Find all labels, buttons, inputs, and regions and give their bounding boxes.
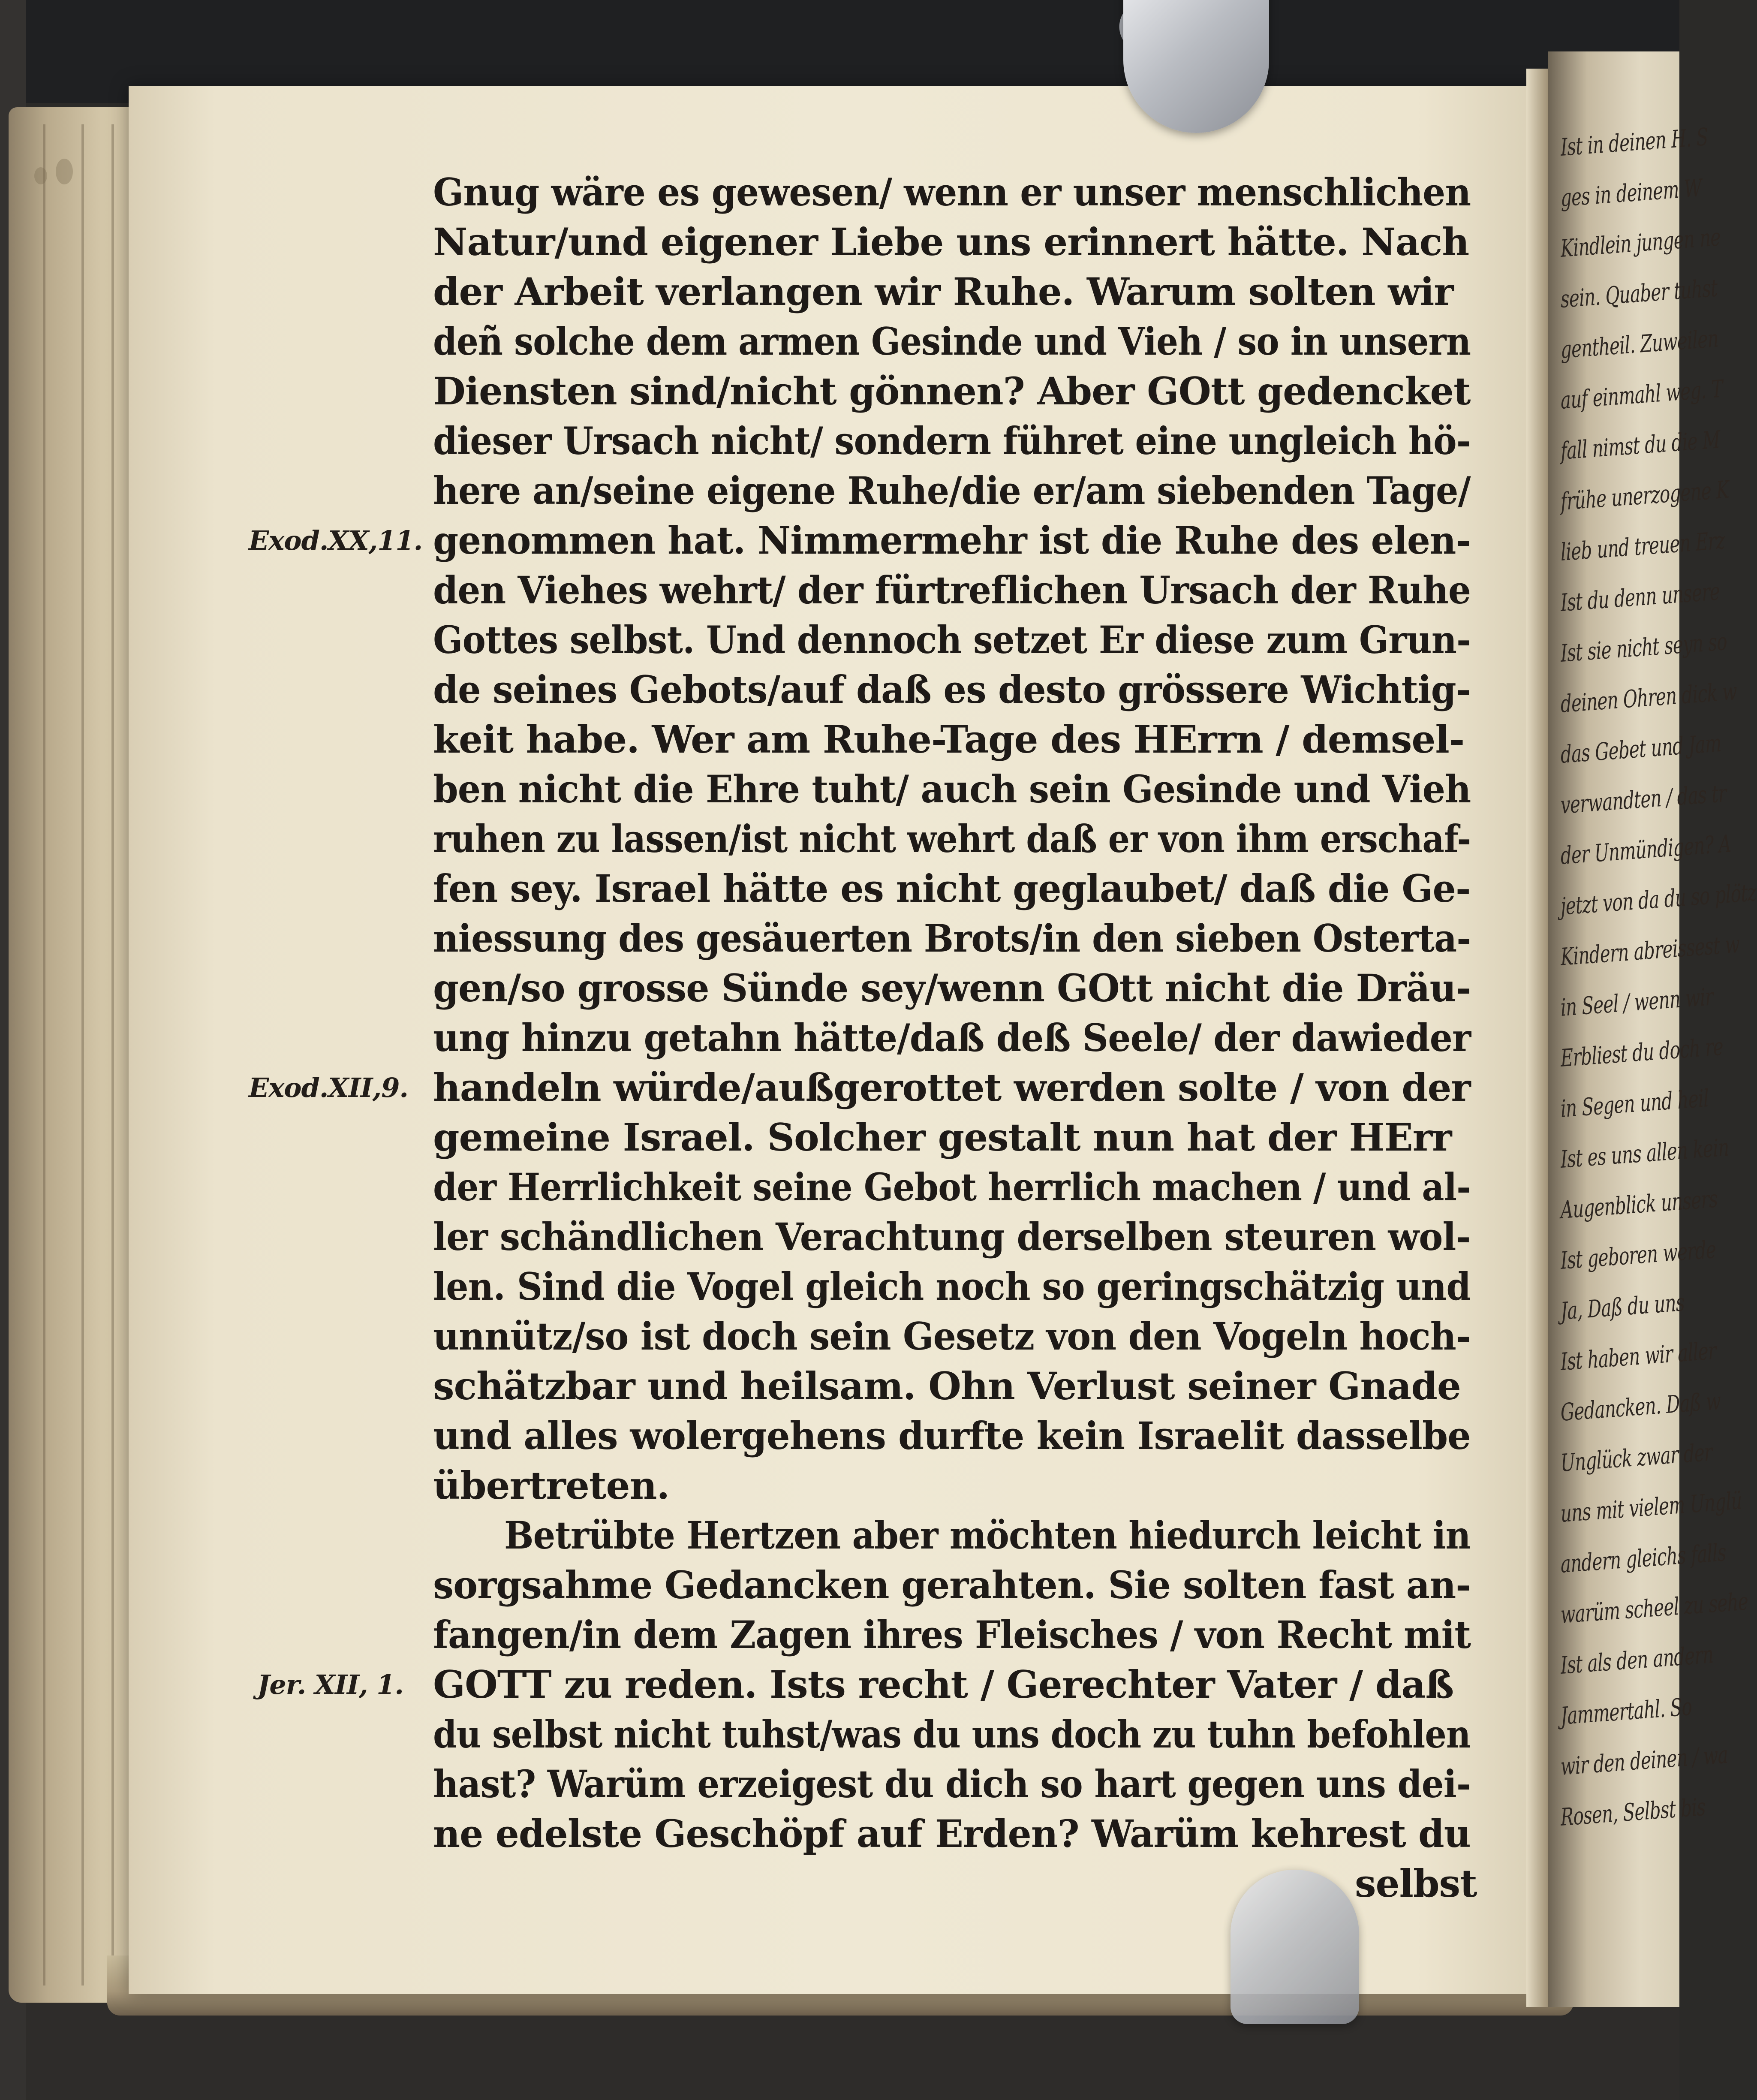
text-line: ben nicht die Ehre tuht/ auch sein Gesinde und Vieh: [433, 767, 1471, 811]
facing-page-line: Ist geboren werde: [1560, 1235, 1717, 1275]
text-line: sorgsahme Gedancken gerahten. Sie solten fast an-: [433, 1563, 1471, 1607]
text-line: unnütz/so ist doch sein Gesetz von den Vogeln hoch-: [433, 1314, 1471, 1359]
facing-page-line: jetzt von da du so plötz: [1560, 878, 1757, 921]
stain: [56, 159, 73, 184]
facing-page-line: Jammertahl. So: [1560, 1693, 1693, 1730]
facing-page-line: auf einmahl weg. T: [1560, 375, 1723, 415]
text-line: der Arbeit verlangen wir Ruhe. Warum solten wir: [433, 269, 1453, 314]
text-line: und alles wolergehens durfte kein Israelit dasselbe: [433, 1413, 1471, 1458]
text-line: de seines Gebots/auf daß es desto grössere Wichtig-: [433, 667, 1471, 712]
margin-note: Jer. XII, 1.: [257, 1669, 403, 1700]
book-clip-bottom: [1231, 1870, 1359, 2024]
text-line: hast? Warüm erzeigest du dich so hart gegen uns dei-: [433, 1762, 1471, 1806]
text-line: niessung des gesäuerten Brots/in den sieben Osterta-: [433, 916, 1471, 961]
facing-page-line: frühe unerzogene K: [1560, 476, 1730, 516]
text-line: gemeine Israel. Solcher gestalt nun hat der HErr: [433, 1115, 1452, 1160]
facing-page-line: Ist als den andern: [1560, 1641, 1714, 1680]
text-line: Gnug wäre es gewesen/ wenn er unser menschlichen: [433, 170, 1471, 214]
text-line: deñ solche dem armen Gesinde und Vieh / so in unsern: [433, 319, 1471, 364]
facing-page-line: Rosen, Selbst bis: [1560, 1793, 1706, 1832]
facing-page-line: Ist in deinen H. S: [1560, 123, 1709, 162]
text-line: keit habe. Wer am Ruhe-Tage des HErrn / demsel-: [433, 717, 1465, 762]
facing-page-line: uns mit vielem Unglü: [1560, 1487, 1742, 1528]
facing-page-line: wir den deinen / wa: [1560, 1741, 1729, 1781]
text-line: ler schändlichen Verachtung derselben steuren wol-: [433, 1214, 1471, 1259]
text-line: gen/so grosse Sünde sey/wenn GOtt nicht die Dräu-: [433, 966, 1471, 1010]
text-line: du selbst nicht tuhst/was du uns doch zu tuhn befohlen: [433, 1712, 1471, 1757]
text-line: Gottes selbst. Und dennoch setzet Er diese zum Grun-: [433, 618, 1471, 662]
facing-page-line: Augenblick unsers: [1560, 1185, 1718, 1224]
text-line: dieser Ursach nicht/ sondern führet eine ungleich hö-: [433, 419, 1471, 463]
facing-page-line: Ist sie nicht seyn so: [1560, 627, 1727, 668]
facing-page-line: lieb und treuen Erz: [1560, 527, 1725, 566]
text-line: der Herrlichkeit seine Gebot herrlich machen / und al-: [433, 1165, 1471, 1209]
text-line: schätzbar und heilsam. Ohn Verlust seiner Gnade: [433, 1364, 1461, 1408]
text-line: handeln würde/außgerottet werden solte / von der: [433, 1065, 1471, 1110]
page-edge: [81, 124, 84, 1986]
text-line: len. Sind die Vogel gleich noch so geringschätzig und: [433, 1264, 1471, 1309]
facing-page-line: in Seel / wenn wir: [1560, 983, 1714, 1022]
facing-page-line: fall nimst du die M: [1560, 426, 1721, 465]
facing-page-line: Ist du denn unsere: [1560, 578, 1721, 617]
text-line: Betrübte Hertzen aber möchten hiedurch leicht in: [504, 1513, 1471, 1558]
text-line: ruhen zu lassen/ist nicht wehrt daß er von ihm erschaf-: [433, 816, 1471, 861]
margin-note: Exod.XX,11.: [249, 525, 423, 556]
facing-page-line: Gedancken. Daß w: [1560, 1387, 1721, 1427]
text-line: Natur/und eigener Liebe uns erinnert hätte. Nach: [433, 220, 1469, 264]
facing-page-line: sein. Quaber tuhst: [1560, 274, 1718, 313]
margin-note: Exod.XII,9.: [249, 1072, 408, 1103]
facing-page: [1548, 51, 1757, 2007]
facing-page-line: verwandten / das tr: [1560, 779, 1727, 820]
page-edge: [43, 124, 45, 1986]
facing-page-line: Erbliest du doch re: [1560, 1033, 1724, 1073]
facing-page-line: deinen Ohren dick w: [1560, 678, 1738, 718]
text-line: fen sey. Israel hätte es nicht geglaubet/ daß die Ge-: [433, 866, 1471, 911]
facing-page-line: gentheil. Zuweilen: [1560, 325, 1719, 364]
facing-page-line: ges in deinem W: [1560, 174, 1702, 212]
facing-page-line: Kindern abreissest w: [1560, 930, 1740, 971]
catchword: selbst: [1355, 1861, 1477, 1906]
text-line: GOTT zu reden. Ists recht / Gerechter Vater / daß: [433, 1662, 1454, 1707]
page-edge: [111, 124, 114, 1986]
facing-page-line: andern gleichs falls: [1560, 1538, 1727, 1579]
facing-page-line: warüm scheel zu sehe: [1560, 1588, 1749, 1629]
facing-page-line: Unglück zwar der: [1560, 1438, 1713, 1477]
facing-page-line: der Unmündigen? A: [1560, 830, 1732, 870]
text-line: fangen/in dem Zagen ihres Fleisches / von Recht mit: [433, 1612, 1471, 1657]
text-line: ne edelste Geschöpf auf Erden? Warüm kehrest du: [433, 1811, 1471, 1856]
text-line: übertreten.: [433, 1463, 670, 1508]
stain: [34, 167, 47, 184]
text-line: Diensten sind/nicht gönnen? Aber GOtt gedencket: [433, 369, 1471, 413]
facing-page-line: Ja, Daß du uns: [1560, 1289, 1685, 1326]
facing-page-line: Ist haben wir aller: [1560, 1337, 1717, 1376]
facing-page-line: in Segen und heil: [1560, 1084, 1709, 1123]
text-line: here an/seine eigene Ruhe/die er/am siebenden Tage/: [433, 468, 1471, 513]
facing-page-line: das Gebet und Jam: [1560, 729, 1722, 769]
text-line: den Viehes wehrt/ der fürtreflichen Ursach der Ruhe: [433, 568, 1471, 612]
facing-page-line: Kindlein jungen ne: [1560, 223, 1721, 263]
facing-page-line: Ist es uns allen kein: [1560, 1133, 1730, 1174]
text-line: genommen hat. Nimmermehr ist die Ruhe des elen-: [433, 518, 1471, 563]
text-line: ung hinzu getahn hätte/daß deß Seele/ der dawieder: [433, 1015, 1471, 1060]
